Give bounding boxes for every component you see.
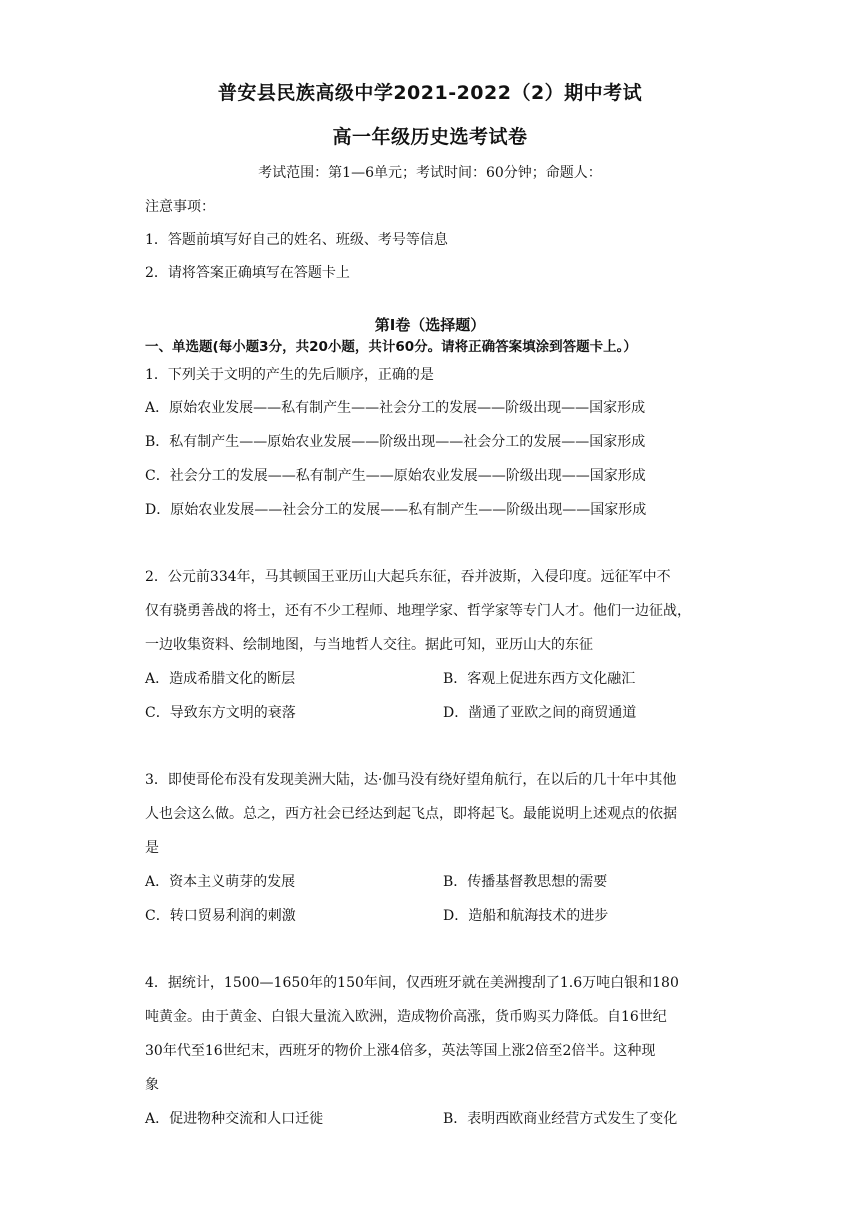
question-2-stem-line: 一边收集资料、绘制地图，与当地哲人交往。据此可知，亚历山大的东征 xyxy=(145,637,593,653)
question-2-option-a: A．造成希腊文化的断层 xyxy=(145,671,296,687)
question-1-option-c: C．社会分工的发展——私有制产生——原始农业发展——阶级出现——国家形成 xyxy=(145,468,646,484)
question-4-option-a: A．促进物种交流和人口迁徙 xyxy=(145,1111,324,1127)
question-1-option-b: B．私有制产生——原始农业发展——阶级出现——社会分工的发展——国家形成 xyxy=(145,434,646,450)
note-item: 1．答题前填写好自己的姓名、班级、考号等信息 xyxy=(145,232,448,248)
question-3-option-b: B．传播基督教思想的需要 xyxy=(443,874,608,890)
question-4-stem-line: 30年代至16世纪末，西班牙的物价上涨4倍多，英法等国上涨2倍至2倍半。这种现 xyxy=(145,1043,656,1059)
question-4-stem-line: 4．据统计，1500—1650年的150年间，仅西班牙就在美洲搜刮了1.6万吨白银和180 xyxy=(145,975,679,991)
question-2-option-d: D．凿通了亚欧之间的商贸通道 xyxy=(443,705,637,721)
question-3-option-c: C．转口贸易利润的刺激 xyxy=(145,908,296,924)
question-2-stem-line: 2．公元前334年，马其顿国王亚历山大起兵东征，吞并波斯，入侵印度。远征军中不 xyxy=(145,569,671,585)
question-3-option-d: D．造船和航海技术的进步 xyxy=(443,908,609,924)
question-3-stem-line: 是 xyxy=(145,840,159,856)
exam-title: 普安县民族高级中学2021-2022（2）期中考试 xyxy=(217,82,643,104)
question-2-option-c: C．导致东方文明的衰落 xyxy=(145,705,296,721)
question-2-option-b: B．客观上促进东西方文化融汇 xyxy=(443,671,636,687)
question-3-stem-line: 3．即使哥伦布没有发现美洲大陆，达·伽马没有绕好望角航行，在以后的几十年中其他 xyxy=(145,772,677,788)
question-1-option-d: D．原始农业发展——社会分工的发展——私有制产生——阶级出现——国家形成 xyxy=(145,502,647,518)
question-2-stem-line: 仅有骁勇善战的将士，还有不少工程师、地理学家、哲学家等专门人才。他们一边征战， xyxy=(145,603,691,619)
question-4-option-b: B．表明西欧商业经营方式发生了变化 xyxy=(443,1111,678,1127)
exam-info: 考试范围：第1—6单元；考试时间：60分钟；命题人： xyxy=(258,165,602,181)
notes-heading: 注意事项： xyxy=(145,199,215,215)
question-1-option-a: A．原始农业发展——私有制产生——社会分工的发展——阶级出现——国家形成 xyxy=(145,400,646,416)
question-1-stem: 1．下列关于文明的产生的先后顺序，正确的是 xyxy=(145,367,434,383)
question-4-stem-line: 吨黄金。由于黄金、白银大量流入欧洲，造成物价高涨，货币购买力降低。自16世纪 xyxy=(145,1009,667,1025)
note-item: 2．请将答案正确填写在答题卡上 xyxy=(145,265,350,281)
question-4-stem-line: 象 xyxy=(145,1077,159,1093)
question-3-option-a: A．资本主义萌芽的发展 xyxy=(145,874,296,890)
question-3-stem-line: 人也会这么做。总之，西方社会已经达到起飞点，即将起飞。最能说明上述观点的依据 xyxy=(145,806,677,822)
part-title: 第I卷（选择题） xyxy=(374,316,486,334)
section-heading: 一、单选题(每小题3分，共20小题，共计60分。请将正确答案填涂到答题卡上。） xyxy=(145,339,637,355)
exam-subtitle: 高一年级历史选考试卷 xyxy=(332,126,528,148)
